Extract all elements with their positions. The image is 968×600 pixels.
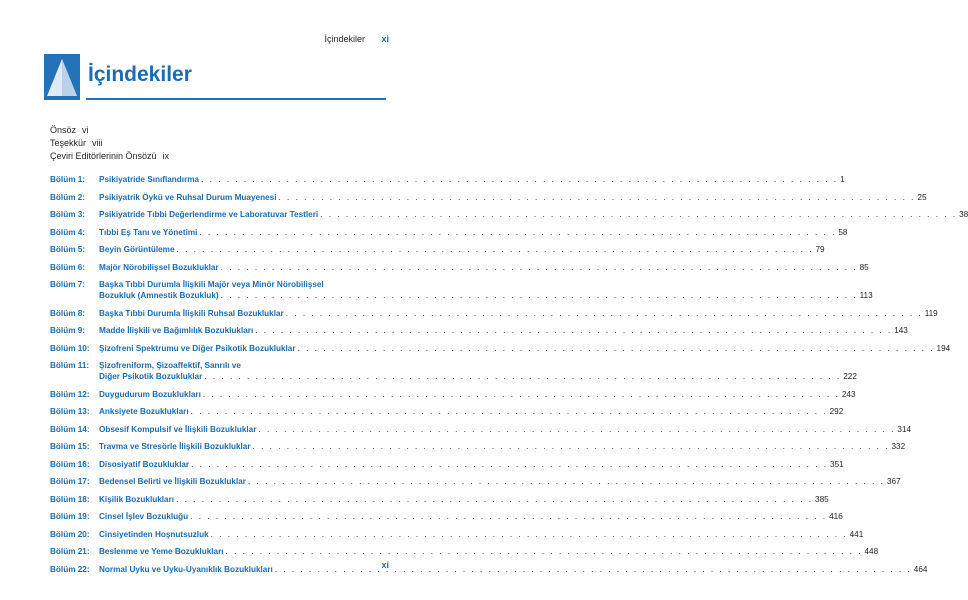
chapter-page: 314 (897, 424, 912, 434)
chapter-number: Bölüm 10: (50, 343, 90, 353)
chapter-body (99, 279, 873, 301)
chapter-page: 1 (840, 175, 845, 184)
chapter-body (99, 564, 927, 575)
chapter-body (99, 529, 863, 540)
toc-entry[interactable] (50, 279, 873, 301)
chapter-title: Başka Tıbbi Durumla İlişkili Majör veya Minör Nörobilişsel (99, 280, 324, 289)
chapter-page: 292 (829, 407, 844, 416)
chapter-body (99, 308, 938, 319)
toc-entry[interactable] (50, 424, 912, 435)
chapter-body (99, 244, 825, 255)
chapter-title: Psikiyatrik Öykü ve Ruhsal Durum Muayenesi (99, 192, 277, 202)
toc-entry[interactable] (50, 406, 844, 417)
front-matter-label: Teşekkür (50, 138, 87, 148)
chapter-title: Duygudurum Bozuklukları (99, 389, 201, 399)
leader-dots (298, 343, 935, 354)
chapter-page: 464 (913, 564, 928, 574)
chapter-page: 79 (815, 245, 825, 254)
chapter-title: Normal Uyku ve Uyku-Uyanıklık Bozuklukları (99, 564, 273, 574)
chapter-title: Tıbbi Eş Tanı ve Yönetimi (99, 227, 198, 237)
front-matter-page: viii (92, 138, 103, 148)
front-matter-page: ix (162, 151, 170, 161)
chapter-page: 58 (838, 227, 848, 237)
toc-entry[interactable] (50, 343, 951, 354)
front-matter-item[interactable] (50, 150, 169, 163)
front-matter-label: Önsöz (50, 125, 77, 135)
toc-entry[interactable] (50, 441, 906, 452)
toc-entry[interactable] (50, 227, 848, 238)
leader-dots (258, 424, 895, 435)
page-title: İçindekiler (88, 63, 192, 86)
chapter-page: 448 (864, 547, 879, 556)
leader-dots (221, 290, 858, 301)
chapter-title: Obsesif Kompulsif ve İlişkili Bozukluklar (99, 424, 257, 434)
front-matter-list (50, 124, 169, 163)
leader-dots (320, 209, 957, 220)
chapter-number: Bölüm 18: (50, 494, 90, 504)
chapter-title: Beyin Görüntüleme (99, 245, 175, 254)
chapter-title: Travma ve Stresörle İlişkili Bozukluklar (99, 442, 251, 451)
chapter-page: 367 (886, 477, 901, 486)
chapter-body (99, 441, 905, 452)
leader-dots (278, 192, 915, 203)
leader-dots (248, 476, 885, 487)
chapter-title-continued: Bozukluk (Amnestik Bozukluk) (99, 291, 219, 300)
leader-dots (199, 227, 836, 238)
chapter-title: Bedensel Belirti ve İlişkili Bozukluklar (99, 477, 246, 486)
chapter-number: Bölüm 2: (50, 192, 86, 202)
toc-entry[interactable] (50, 511, 843, 522)
toc-entry[interactable] (50, 308, 938, 319)
chapter-body (99, 459, 844, 470)
chapter-body (99, 424, 911, 435)
chapter-number: Bölüm 15: (50, 442, 90, 451)
chapter-number: Bölüm 5: (50, 245, 86, 254)
chapter-body (99, 360, 857, 382)
running-header-title: İçindekiler (324, 34, 365, 44)
front-matter-item[interactable] (50, 124, 169, 137)
chapter-title: Disosiyatif Bozukluklar (99, 459, 190, 469)
chapter-body (99, 192, 927, 203)
toc-entry[interactable] (50, 459, 844, 470)
chapter-number: Bölüm 3: (50, 210, 86, 219)
leader-dots (226, 546, 863, 557)
chapter-number: Bölüm 19: (50, 512, 90, 521)
chapter-title: Cinsiyetinden Hoşnutsuzluk (99, 529, 209, 539)
chapter-page: 119 (924, 308, 938, 318)
chapter-number: Bölüm 14: (50, 424, 90, 434)
leader-dots (253, 441, 890, 452)
chapter-page: 25 (917, 192, 927, 202)
chapter-page: 38 (959, 210, 968, 219)
chapter-page: 441 (849, 529, 864, 539)
chapter-body (99, 476, 901, 487)
toc-entry[interactable] (50, 494, 829, 505)
chapter-title: Anksiyete Bozuklukları (99, 407, 189, 416)
leader-dots (191, 406, 828, 417)
chapter-page: 194 (936, 343, 951, 353)
chapter-number: Bölüm 16: (50, 459, 90, 469)
leader-dots (203, 389, 840, 400)
front-matter-label: Çeviri Editörlerinin Önsözü (50, 151, 157, 161)
chapter-title: Psikiyatride Sınıflandırma (99, 175, 200, 184)
toc-entry[interactable] (50, 546, 879, 557)
leader-dots (211, 529, 848, 540)
chapter-number: Bölüm 21: (50, 547, 90, 556)
chapter-number: Bölüm 12: (50, 389, 90, 399)
chapter-number: Bölüm 11: (50, 361, 90, 370)
chapter-number: Bölüm 9: (50, 326, 86, 335)
chapter-body (99, 343, 950, 354)
chapter-number: Bölüm 13: (50, 407, 90, 416)
title-block (44, 54, 384, 102)
leader-dots (201, 174, 838, 185)
chapter-body (99, 325, 908, 336)
chapter-title: Cinsel İşlev Bozukluğu (99, 512, 189, 521)
chapter-number: Bölüm 17: (50, 477, 90, 486)
chapter-page: 351 (830, 459, 844, 469)
chapter-number: Bölüm 4: (50, 227, 86, 237)
chapter-page: 85 (859, 262, 869, 272)
leader-dots (176, 494, 813, 505)
footer-page-number: xi (381, 560, 389, 570)
title-rule (86, 98, 386, 100)
toc-entry[interactable] (50, 476, 901, 487)
chapter-page: 385 (815, 494, 829, 504)
chapter-title: Başka Tıbbi Durumla İlişkili Ruhsal Bozukluklar (99, 308, 284, 318)
chapter-page: 143 (894, 326, 908, 335)
toc-entry[interactable] (50, 325, 908, 336)
toc-entry[interactable] (50, 529, 864, 540)
toc-entry[interactable] (50, 174, 845, 185)
chapter-body (99, 389, 856, 400)
chapter-title: Beslenme ve Yeme Bozuklukları (99, 547, 224, 556)
toc-entry[interactable] (50, 244, 825, 255)
chapter-number: Bölüm 22: (50, 564, 90, 574)
chapter-body (99, 511, 843, 522)
chapter-page: 416 (829, 512, 843, 521)
chapter-page: 243 (841, 389, 856, 399)
leader-dots (190, 511, 827, 522)
toc-entry[interactable] (50, 262, 869, 273)
front-matter-page: vi (82, 125, 89, 135)
leader-dots (221, 262, 858, 273)
chapter-title: Şizofreni Spektrumu ve Diğer Psikotik Bozukluklar (99, 343, 296, 353)
leader-dots (275, 564, 912, 575)
chapter-number: Bölüm 6: (50, 262, 86, 272)
leader-dots (255, 325, 892, 336)
chapter-body (99, 406, 843, 417)
chapter-title-continued: Diğer Psikotik Bozukluklar (99, 372, 203, 381)
toc-entry[interactable] (50, 209, 968, 220)
triangle-logo-icon (44, 54, 80, 100)
chapter-body (99, 209, 968, 220)
running-header (324, 34, 389, 44)
chapter-body (99, 262, 869, 273)
chapter-body (99, 494, 829, 505)
chapter-page: 113 (859, 291, 873, 300)
chapter-number: Bölüm 20: (50, 529, 90, 539)
chapter-body (99, 174, 845, 185)
chapter-number: Bölüm 7: (50, 280, 86, 289)
chapter-body (99, 227, 847, 238)
chapter-page: 332 (891, 442, 906, 451)
leader-dots (191, 459, 828, 470)
running-header-page: xi (381, 34, 389, 44)
chapter-title: Psikiyatride Tıbbi Değerlendirme ve Laboratuvar Testleri (99, 210, 319, 219)
chapter-number: Bölüm 1: (50, 175, 86, 184)
leader-dots (204, 371, 841, 382)
toc-entry[interactable] (50, 389, 856, 400)
front-matter-item[interactable] (50, 137, 169, 150)
leader-dots (286, 308, 923, 319)
toc-entry[interactable] (50, 360, 857, 382)
chapter-title: Madde İlişkili ve Bağımlılık Bozuklukları (99, 326, 254, 335)
chapter-title: Şizofreniform, Şizoaffektif, Sanrılı ve (99, 361, 241, 370)
toc-entry[interactable] (50, 192, 927, 203)
chapter-page: 222 (843, 372, 857, 381)
chapter-title: Kişilik Bozuklukları (99, 494, 175, 504)
chapter-number: Bölüm 8: (50, 308, 86, 318)
leader-dots (177, 244, 814, 255)
chapter-title: Majör Nörobilişsel Bozukluklar (99, 262, 219, 272)
chapter-body (99, 546, 878, 557)
